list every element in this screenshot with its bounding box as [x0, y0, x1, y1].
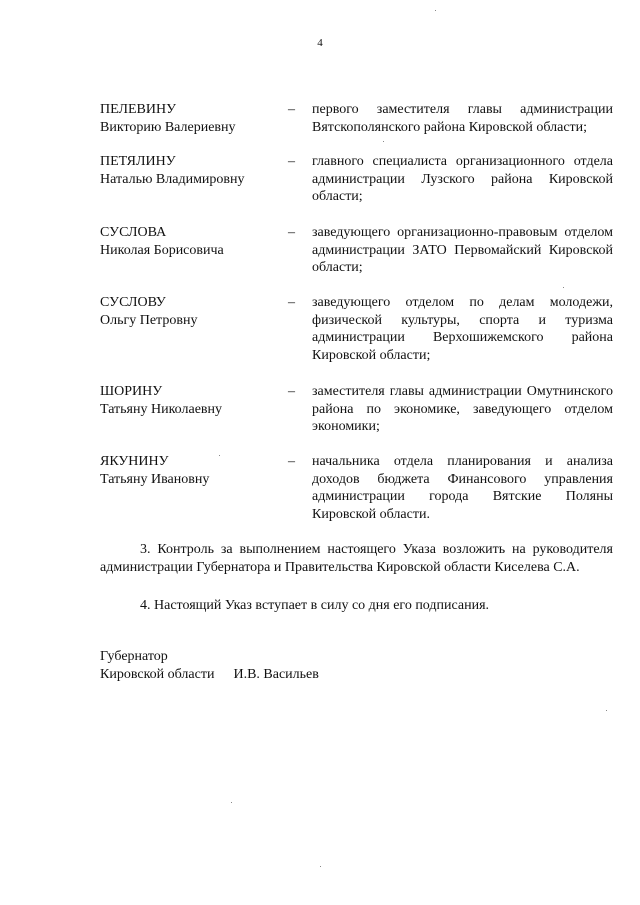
signatory-name: И.В. Васильев: [233, 666, 319, 682]
scan-speck: [563, 287, 564, 288]
page-number: 4: [317, 37, 323, 49]
scan-speck: [435, 10, 436, 11]
signature-title-line2-row: [100, 666, 319, 684]
appointee-given-names: Ольгу Петровну: [100, 312, 198, 328]
appointee-given-names: Николая Борисовича: [100, 242, 224, 258]
appointee-name: [100, 101, 280, 136]
appointee-surname: ПЕТЯЛИНУ: [100, 154, 176, 169]
dash-separator: –: [288, 154, 295, 169]
appointee-given-names: Татьяну Николаевну: [100, 401, 223, 417]
appointee-position: заведующего организационно-правовым отделом администрации ЗАТО Первомайский Кировской области;: [312, 225, 613, 275]
appointee-given-names: Наталью Владимировну: [100, 171, 245, 187]
clause-4-paragraph: 4. Настоящий Указ вступает в силу со дня его подписания.: [140, 598, 490, 613]
appointee-position: главного специалиста организационного отдела администрации Лузского района Кировской области;: [312, 154, 613, 204]
appointee-name: [100, 453, 280, 488]
appointee-surname: ЯКУНИНУ: [100, 454, 169, 469]
dash-separator: –: [288, 384, 295, 399]
appointee-surname: ШОРИНУ: [100, 384, 163, 399]
scan-speck: [606, 710, 607, 711]
dash-separator: –: [288, 102, 295, 117]
appointee-position: заведующего отделом по делам молодежи, физической культуры, спорта и туризма администрации Верхошижемского района Кировской области;: [312, 295, 613, 363]
appointee-name: [100, 383, 280, 418]
scan-speck: [320, 866, 321, 867]
appointee-surname: ПЕЛЕВИНУ: [100, 102, 176, 117]
scan-speck: [231, 802, 232, 803]
appointee-name: [100, 294, 280, 329]
appointee-position: начальника отдела планирования и анализа доходов бюджета Финансового управления администрации города Вятские Поляны Кировской области.: [312, 454, 613, 522]
dash-separator: –: [288, 295, 295, 310]
appointee-position: первого заместителя главы администрации Вятскополянского района Кировской области;: [312, 102, 613, 135]
appointee-surname: СУСЛОВА: [100, 225, 167, 240]
appointee-surname: СУСЛОВУ: [100, 295, 166, 310]
signature-title-line1: Губернатор: [100, 649, 168, 664]
scan-speck: [383, 141, 384, 142]
clause-3-paragraph: 3. Контроль за выполнением настоящего Указа возложить на руководителя администрации Губернатора и Правительства Кировской области Киселева С.А.: [100, 542, 613, 575]
appointee-given-names: Викторию Валериевну: [100, 119, 236, 135]
appointee-given-names: Татьяну Ивановну: [100, 471, 210, 487]
scan-speck: [219, 455, 220, 456]
appointee-position: заместителя главы администрации Омутнинского района по экономике, заведующего отделом экономики;: [312, 384, 613, 434]
appointee-name: [100, 153, 280, 188]
dash-separator: –: [288, 454, 295, 469]
signature-title-line2: Кировской области: [100, 666, 215, 682]
signature-block: [100, 648, 319, 683]
dash-separator: –: [288, 225, 295, 240]
appointee-name: [100, 224, 280, 259]
